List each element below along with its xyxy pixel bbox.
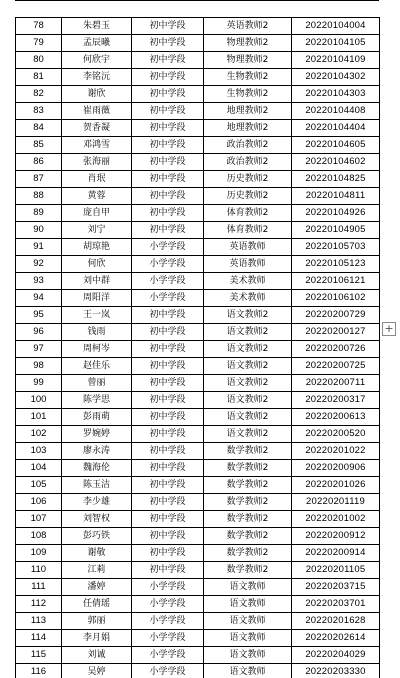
position-name-cell: 语文教师2 [204, 307, 292, 324]
row-number-cell: 90 [16, 222, 62, 239]
exam-number-cell: 20220201628 [292, 613, 380, 630]
position-name-cell: 语文教师 [204, 664, 292, 678]
position-name-cell: 美术教师 [204, 290, 292, 307]
exam-number-cell: 20220203330 [292, 664, 380, 678]
position-name-cell: 语文教师2 [204, 375, 292, 392]
table-row [16, 358, 380, 375]
row-number-cell: 115 [16, 647, 62, 664]
row-number-cell: 110 [16, 562, 62, 579]
row-number-cell: 88 [16, 188, 62, 205]
position-name-cell: 物理教师2 [204, 52, 292, 69]
exam-number-cell: 20220203715 [292, 579, 380, 596]
row-number-cell: 87 [16, 171, 62, 188]
table-row [16, 35, 380, 52]
position-name-cell: 数学教师2 [204, 477, 292, 494]
candidate-name-cell: 谢敬 [62, 545, 132, 562]
table-row [16, 52, 380, 69]
position-name-cell: 政治教师2 [204, 154, 292, 171]
table-row [16, 375, 380, 392]
table-row [16, 528, 380, 545]
exam-number-cell: 20220200711 [292, 375, 380, 392]
row-number-cell: 114 [16, 630, 62, 647]
candidate-name-cell: 张海丽 [62, 154, 132, 171]
school-stage-cell: 小学学段 [132, 613, 204, 630]
row-number-cell: 97 [16, 341, 62, 358]
school-stage-cell: 初中学段 [132, 426, 204, 443]
table-row [16, 18, 380, 35]
row-number-cell: 83 [16, 103, 62, 120]
row-number-cell: 99 [16, 375, 62, 392]
row-number-cell: 103 [16, 443, 62, 460]
row-number-cell: 113 [16, 613, 62, 630]
exam-number-cell: 20220203701 [292, 596, 380, 613]
position-name-cell: 数学教师2 [204, 460, 292, 477]
position-name-cell: 语文教师2 [204, 392, 292, 409]
candidate-name-cell: 贺香凝 [62, 120, 132, 137]
candidate-name-cell: 李铭沅 [62, 69, 132, 86]
candidate-name-cell: 刘中群 [62, 273, 132, 290]
table-row [16, 290, 380, 307]
exam-number-cell: 20220106121 [292, 273, 380, 290]
exam-number-cell: 20220200912 [292, 528, 380, 545]
position-name-cell: 语文教师2 [204, 358, 292, 375]
table-row [16, 630, 380, 647]
table-row [16, 613, 380, 630]
position-name-cell: 语文教师2 [204, 341, 292, 358]
table-row [16, 222, 380, 239]
table-row [16, 664, 380, 678]
row-number-cell: 107 [16, 511, 62, 528]
candidate-name-cell: 刘诚 [62, 647, 132, 664]
row-number-cell: 93 [16, 273, 62, 290]
exam-number-cell: 20220104811 [292, 188, 380, 205]
row-number-cell: 116 [16, 664, 62, 678]
table-row [16, 545, 380, 562]
row-number-cell: 105 [16, 477, 62, 494]
candidate-name-cell: 周柯岑 [62, 341, 132, 358]
position-name-cell: 语文教师2 [204, 324, 292, 341]
school-stage-cell: 初中学段 [132, 545, 204, 562]
exam-number-cell: 20220200725 [292, 358, 380, 375]
row-number-cell: 101 [16, 409, 62, 426]
candidate-name-cell: 肖珉 [62, 171, 132, 188]
exam-number-cell: 20220201119 [292, 494, 380, 511]
school-stage-cell: 初中学段 [132, 562, 204, 579]
table-row [16, 409, 380, 426]
school-stage-cell: 初中学段 [132, 528, 204, 545]
row-number-cell: 92 [16, 256, 62, 273]
row-number-cell: 94 [16, 290, 62, 307]
exam-number-cell: 20220104404 [292, 120, 380, 137]
candidate-name-cell: 孟辰曦 [62, 35, 132, 52]
school-stage-cell: 初中学段 [132, 443, 204, 460]
school-stage-cell: 初中学段 [132, 460, 204, 477]
exam-number-cell: 20220105123 [292, 256, 380, 273]
table-row [16, 341, 380, 358]
table-row [16, 120, 380, 137]
exam-number-cell: 20220200726 [292, 341, 380, 358]
table-row [16, 494, 380, 511]
candidate-name-cell: 王一岚 [62, 307, 132, 324]
school-stage-cell: 小学学段 [132, 664, 204, 678]
position-name-cell: 英语教师 [204, 256, 292, 273]
school-stage-cell: 初中学段 [132, 477, 204, 494]
position-name-cell: 体育教师2 [204, 205, 292, 222]
school-stage-cell: 初中学段 [132, 86, 204, 103]
exam-number-cell: 20220201105 [292, 562, 380, 579]
add-row-handle[interactable] [382, 322, 396, 336]
table-row [16, 511, 380, 528]
exam-number-cell: 20220104004 [292, 18, 380, 35]
results-table [15, 17, 380, 678]
school-stage-cell: 初中学段 [132, 205, 204, 222]
row-number-cell: 81 [16, 69, 62, 86]
exam-number-cell: 20220104303 [292, 86, 380, 103]
candidate-name-cell: 吴婷 [62, 664, 132, 678]
school-stage-cell: 初中学段 [132, 358, 204, 375]
table-row [16, 392, 380, 409]
row-number-cell: 104 [16, 460, 62, 477]
school-stage-cell: 初中学段 [132, 375, 204, 392]
row-number-cell: 89 [16, 205, 62, 222]
position-name-cell: 英语教师 [204, 239, 292, 256]
position-name-cell: 生物教师2 [204, 86, 292, 103]
exam-number-cell: 20220201022 [292, 443, 380, 460]
school-stage-cell: 小学学段 [132, 596, 204, 613]
school-stage-cell: 小学学段 [132, 256, 204, 273]
candidate-name-cell: 彭雨萌 [62, 409, 132, 426]
candidate-name-cell: 罗婉婷 [62, 426, 132, 443]
table-row [16, 477, 380, 494]
candidate-name-cell: 钱雨 [62, 324, 132, 341]
row-number-cell: 111 [16, 579, 62, 596]
row-number-cell: 86 [16, 154, 62, 171]
position-name-cell: 数学教师2 [204, 528, 292, 545]
table-row [16, 137, 380, 154]
candidate-name-cell: 赵佳乐 [62, 358, 132, 375]
table-row [16, 647, 380, 664]
row-number-cell: 102 [16, 426, 62, 443]
school-stage-cell: 初中学段 [132, 35, 204, 52]
position-name-cell: 语文教师 [204, 647, 292, 664]
position-name-cell: 物理教师2 [204, 35, 292, 52]
school-stage-cell: 初中学段 [132, 188, 204, 205]
exam-number-cell: 20220200317 [292, 392, 380, 409]
school-stage-cell: 初中学段 [132, 392, 204, 409]
school-stage-cell: 初中学段 [132, 307, 204, 324]
position-name-cell: 数学教师2 [204, 562, 292, 579]
position-name-cell: 地理教师2 [204, 103, 292, 120]
candidate-name-cell: 何欣宇 [62, 52, 132, 69]
candidate-name-cell: 陈玉洁 [62, 477, 132, 494]
position-name-cell: 语文教师 [204, 579, 292, 596]
exam-number-cell: 20220201002 [292, 511, 380, 528]
exam-number-cell: 20220204029 [292, 647, 380, 664]
exam-number-cell: 20220200914 [292, 545, 380, 562]
exam-number-cell: 20220200520 [292, 426, 380, 443]
exam-number-cell: 20220106102 [292, 290, 380, 307]
candidate-name-cell: 周阳洋 [62, 290, 132, 307]
table-body [16, 18, 380, 678]
exam-number-cell: 20220104602 [292, 154, 380, 171]
exam-number-cell: 20220200906 [292, 460, 380, 477]
row-number-cell: 100 [16, 392, 62, 409]
exam-number-cell: 20220200127 [292, 324, 380, 341]
table-row [16, 239, 380, 256]
table-row [16, 324, 380, 341]
exam-number-cell: 20220104926 [292, 205, 380, 222]
row-number-cell: 96 [16, 324, 62, 341]
exam-number-cell: 20220202614 [292, 630, 380, 647]
school-stage-cell: 小学学段 [132, 630, 204, 647]
exam-number-cell: 20220104105 [292, 35, 380, 52]
school-stage-cell: 小学学段 [132, 647, 204, 664]
page-top-border [15, 0, 379, 1]
candidate-name-cell: 江莉 [62, 562, 132, 579]
position-name-cell: 数学教师2 [204, 494, 292, 511]
candidate-name-cell: 庞自甲 [62, 205, 132, 222]
row-number-cell: 82 [16, 86, 62, 103]
school-stage-cell: 初中学段 [132, 171, 204, 188]
exam-number-cell: 20220104905 [292, 222, 380, 239]
position-name-cell: 数学教师2 [204, 443, 292, 460]
table-row [16, 205, 380, 222]
school-stage-cell: 初中学段 [132, 137, 204, 154]
table-row [16, 579, 380, 596]
school-stage-cell: 初中学段 [132, 69, 204, 86]
candidate-name-cell: 邓鸿雪 [62, 137, 132, 154]
position-name-cell: 政治教师2 [204, 137, 292, 154]
table-row [16, 307, 380, 324]
position-name-cell: 数学教师2 [204, 545, 292, 562]
candidate-name-cell: 胡琼艳 [62, 239, 132, 256]
candidate-name-cell: 谢欣 [62, 86, 132, 103]
table-row [16, 273, 380, 290]
row-number-cell: 106 [16, 494, 62, 511]
school-stage-cell: 初中学段 [132, 52, 204, 69]
position-name-cell: 体育教师2 [204, 222, 292, 239]
school-stage-cell: 小学学段 [132, 273, 204, 290]
table-row [16, 596, 380, 613]
row-number-cell: 85 [16, 137, 62, 154]
candidate-name-cell: 何欣 [62, 256, 132, 273]
table-row [16, 69, 380, 86]
school-stage-cell: 初中学段 [132, 103, 204, 120]
candidate-name-cell: 任倩瑶 [62, 596, 132, 613]
row-number-cell: 80 [16, 52, 62, 69]
school-stage-cell: 初中学段 [132, 409, 204, 426]
exam-number-cell: 20220105703 [292, 239, 380, 256]
exam-number-cell: 20220104825 [292, 171, 380, 188]
table-row [16, 171, 380, 188]
candidate-name-cell: 崔雨薇 [62, 103, 132, 120]
school-stage-cell: 初中学段 [132, 18, 204, 35]
candidate-name-cell: 廖永涛 [62, 443, 132, 460]
school-stage-cell: 小学学段 [132, 239, 204, 256]
candidate-name-cell: 刘智权 [62, 511, 132, 528]
school-stage-cell: 初中学段 [132, 341, 204, 358]
position-name-cell: 语文教师2 [204, 426, 292, 443]
row-number-cell: 98 [16, 358, 62, 375]
table-row [16, 562, 380, 579]
table-row [16, 426, 380, 443]
candidate-name-cell: 郭丽 [62, 613, 132, 630]
school-stage-cell: 初中学段 [132, 154, 204, 171]
row-number-cell: 109 [16, 545, 62, 562]
table-row [16, 443, 380, 460]
row-number-cell: 91 [16, 239, 62, 256]
candidate-name-cell: 潘婷 [62, 579, 132, 596]
school-stage-cell: 初中学段 [132, 120, 204, 137]
row-number-cell: 95 [16, 307, 62, 324]
exam-number-cell: 20220201026 [292, 477, 380, 494]
school-stage-cell: 小学学段 [132, 290, 204, 307]
row-number-cell: 84 [16, 120, 62, 137]
table-row [16, 460, 380, 477]
school-stage-cell: 小学学段 [132, 579, 204, 596]
candidate-name-cell: 陈学思 [62, 392, 132, 409]
candidate-name-cell: 彭巧铁 [62, 528, 132, 545]
position-name-cell: 美术教师 [204, 273, 292, 290]
exam-number-cell: 20220200729 [292, 307, 380, 324]
row-number-cell: 108 [16, 528, 62, 545]
table-row [16, 86, 380, 103]
candidate-name-cell: 刘宁 [62, 222, 132, 239]
table-row [16, 103, 380, 120]
table-row [16, 154, 380, 171]
candidate-name-cell: 曾丽 [62, 375, 132, 392]
row-number-cell: 79 [16, 35, 62, 52]
row-number-cell: 112 [16, 596, 62, 613]
position-name-cell: 语文教师 [204, 630, 292, 647]
plus-icon: + [384, 322, 394, 335]
candidate-name-cell: 魏海伦 [62, 460, 132, 477]
exam-number-cell: 20220104109 [292, 52, 380, 69]
position-name-cell: 生物教师2 [204, 69, 292, 86]
position-name-cell: 英语教师2 [204, 18, 292, 35]
position-name-cell: 数学教师2 [204, 511, 292, 528]
position-name-cell: 语文教师 [204, 613, 292, 630]
school-stage-cell: 初中学段 [132, 494, 204, 511]
candidate-name-cell: 黄蓉 [62, 188, 132, 205]
position-name-cell: 历史教师2 [204, 171, 292, 188]
school-stage-cell: 初中学段 [132, 324, 204, 341]
exam-number-cell: 20220200613 [292, 409, 380, 426]
school-stage-cell: 初中学段 [132, 511, 204, 528]
exam-number-cell: 20220104605 [292, 137, 380, 154]
position-name-cell: 语文教师2 [204, 409, 292, 426]
candidate-name-cell: 李少雄 [62, 494, 132, 511]
exam-number-cell: 20220104302 [292, 69, 380, 86]
table-row [16, 188, 380, 205]
row-number-cell: 78 [16, 18, 62, 35]
exam-number-cell: 20220104408 [292, 103, 380, 120]
candidate-name-cell: 李月娟 [62, 630, 132, 647]
school-stage-cell: 初中学段 [132, 222, 204, 239]
position-name-cell: 历史教师2 [204, 188, 292, 205]
position-name-cell: 语文教师 [204, 596, 292, 613]
position-name-cell: 地理教师2 [204, 120, 292, 137]
candidate-name-cell: 朱碧玉 [62, 18, 132, 35]
table-row [16, 256, 380, 273]
